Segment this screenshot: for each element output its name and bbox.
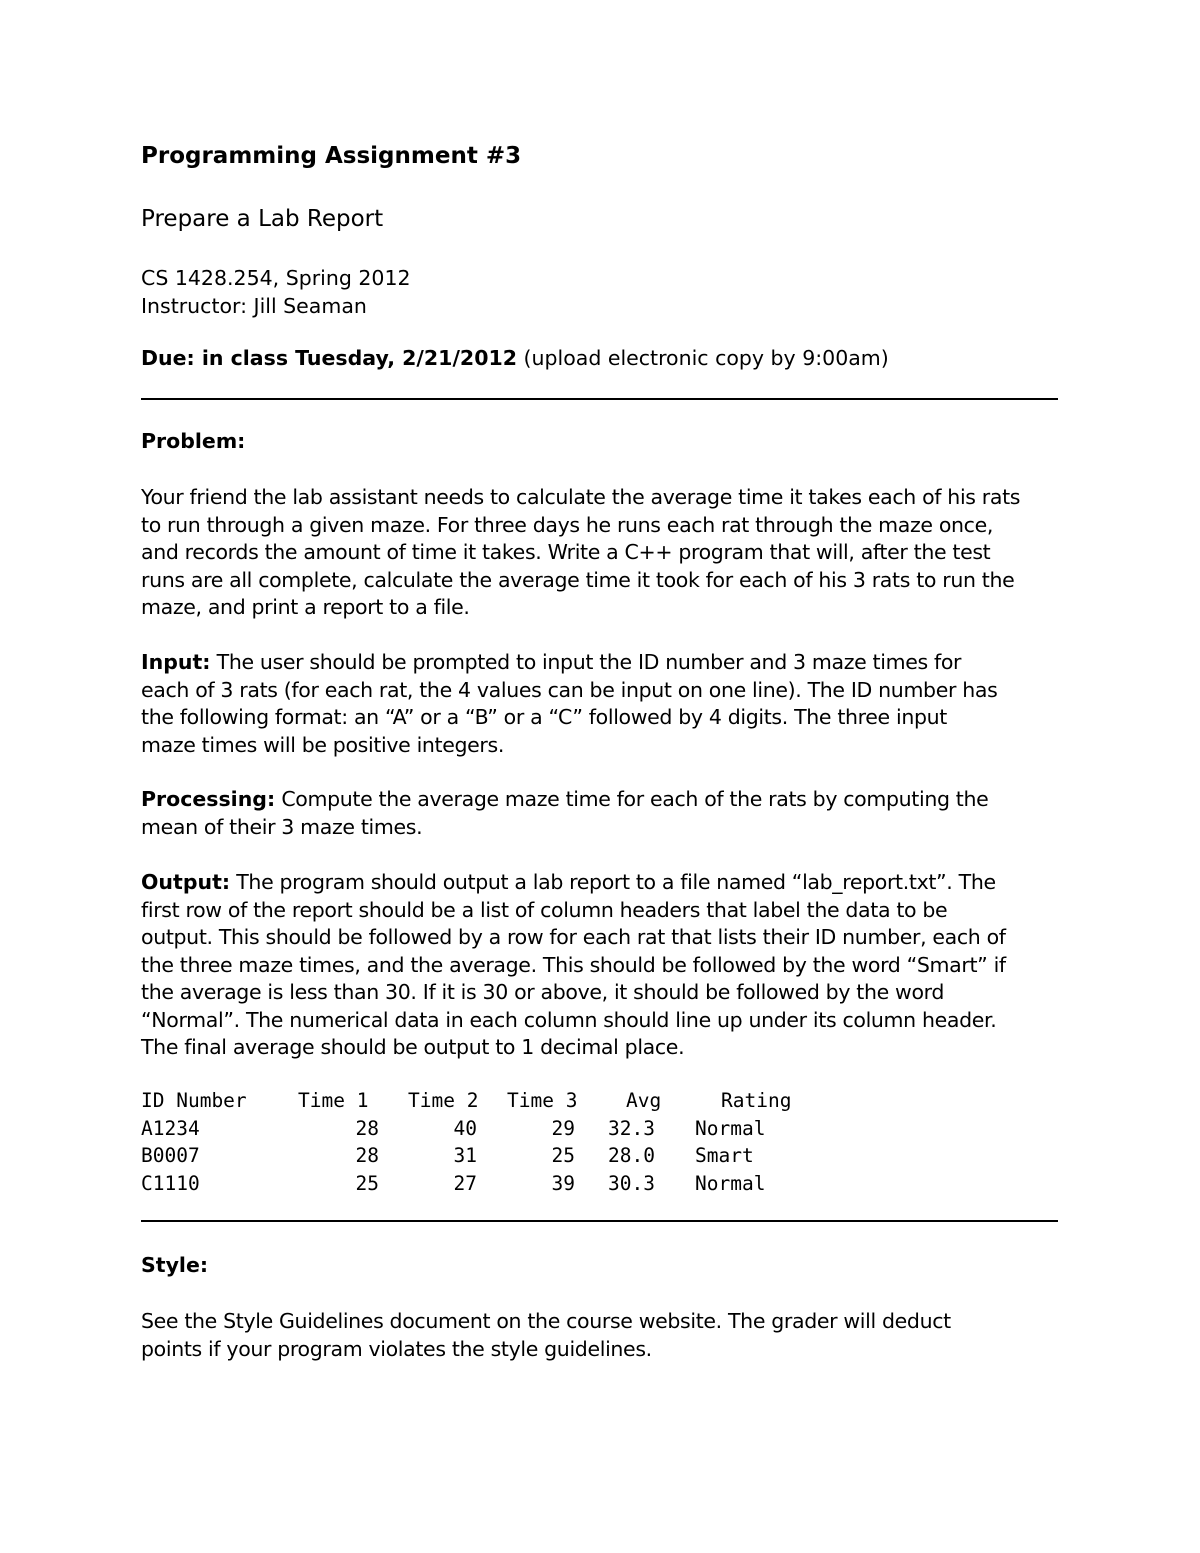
table-cell: 40	[453, 1116, 477, 1140]
output-first-line: The program should output a lab report to a file named “lab_report.txt”. The	[230, 870, 996, 894]
input-label: Input:	[141, 650, 211, 674]
table-cell: 27	[453, 1171, 477, 1195]
due-label: Due: in class Tuesday, 2/21/2012	[141, 346, 517, 370]
column-header: Time 2	[408, 1089, 479, 1112]
table-cell: 30.3	[608, 1171, 655, 1195]
table-row	[141, 1170, 831, 1198]
input-line: each of 3 rats (for each rat, the 4 values can be input on one line). The ID number has	[141, 677, 998, 702]
table-cell: C1110	[141, 1171, 200, 1195]
problem-paragraph	[141, 484, 1066, 622]
table-cell: 39	[551, 1171, 575, 1195]
problem-line: maze, and print a report to a file.	[141, 595, 470, 619]
divider-bottom	[141, 1220, 1058, 1222]
output-label: Output:	[141, 870, 231, 894]
table-cell: 25	[551, 1144, 575, 1167]
table-cell: Normal	[695, 1116, 766, 1140]
table-row	[141, 1142, 831, 1170]
table-cell: 32.3	[608, 1116, 655, 1140]
output-line: first row of the report should be a list of column headers that label the data to be	[141, 897, 948, 922]
style-heading: Style:	[141, 1253, 209, 1277]
problem-line: to run through a given maze. For three days he runs each rat through the maze once,	[141, 512, 994, 537]
problem-line: runs are all complete, calculate the average time it took for each of his 3 rats to run the	[141, 567, 1015, 592]
due-note: (upload electronic copy by 9:00am)	[517, 346, 889, 370]
style-line: points if your program violates the style guidelines.	[141, 1336, 652, 1361]
table-cell: 25	[355, 1171, 379, 1195]
problem-line: and records the amount of time it takes. Write a C++ program that will, after the test	[141, 540, 991, 564]
processing-paragraph	[141, 786, 1066, 841]
sample-report-table	[141, 1087, 831, 1197]
output-line: the average is less than 30. If it is 30 or above, it should be followed by the word	[141, 980, 945, 1004]
course-name: CS 1428.254, Spring 2012	[141, 266, 411, 290]
table-cell: 29	[551, 1116, 575, 1140]
column-header: ID Number	[141, 1089, 247, 1112]
problem-line: Your friend the lab assistant needs to calculate the average time it takes each of his rats	[141, 485, 1021, 509]
output-line: “Normal”. The numerical data in each column should line up under its column header.	[141, 1007, 997, 1032]
table-cell: 28	[355, 1144, 379, 1167]
page-subtitle: Prepare a Lab Report	[141, 206, 384, 232]
output-line: output. This should be followed by a row for each rat that lists their ID number, each of	[141, 925, 1006, 949]
input-line: the following format: an “A” or a “B” or a “C” followed by 4 digits. The three input	[141, 705, 947, 729]
output-line: The final average should be output to 1 decimal place.	[141, 1035, 685, 1059]
style-paragraph	[141, 1308, 1066, 1363]
table-cell: Smart	[695, 1144, 754, 1167]
divider-top	[141, 398, 1058, 400]
due-date	[141, 346, 889, 370]
output-line: the three maze times, and the average. This should be followed by the word “Smart” if	[141, 952, 1006, 977]
processing-line: mean of their 3 maze times.	[141, 814, 423, 839]
table-cell: B0007	[141, 1144, 200, 1167]
problem-heading: Problem:	[141, 429, 246, 453]
table-cell: 28.0	[608, 1144, 655, 1167]
input-paragraph	[141, 649, 1066, 759]
instructor-name: Instructor: Jill Seaman	[141, 294, 367, 318]
table-cell: A1234	[141, 1116, 200, 1140]
table-row	[141, 1115, 831, 1143]
column-header: Time 3	[507, 1089, 578, 1112]
input-first-line: The user should be prompted to input the ID number and 3 maze times for	[210, 650, 962, 674]
table-header-row	[141, 1087, 831, 1115]
processing-label: Processing:	[141, 787, 276, 811]
course-info	[141, 264, 411, 320]
page-title: Programming Assignment #3	[141, 143, 522, 169]
column-header: Time 1	[298, 1089, 369, 1112]
output-paragraph	[141, 869, 1066, 1062]
input-line: maze times will be positive integers.	[141, 732, 505, 757]
processing-first-line: Compute the average maze time for each of the rats by computing the	[275, 787, 989, 811]
column-header: Rating	[721, 1089, 792, 1112]
table-cell: 28	[355, 1116, 379, 1140]
column-header: Avg	[626, 1089, 662, 1112]
table-cell: 31	[453, 1144, 477, 1167]
table-cell: Normal	[695, 1171, 766, 1195]
style-line: See the Style Guidelines document on the course website. The grader will deduct	[141, 1309, 951, 1333]
